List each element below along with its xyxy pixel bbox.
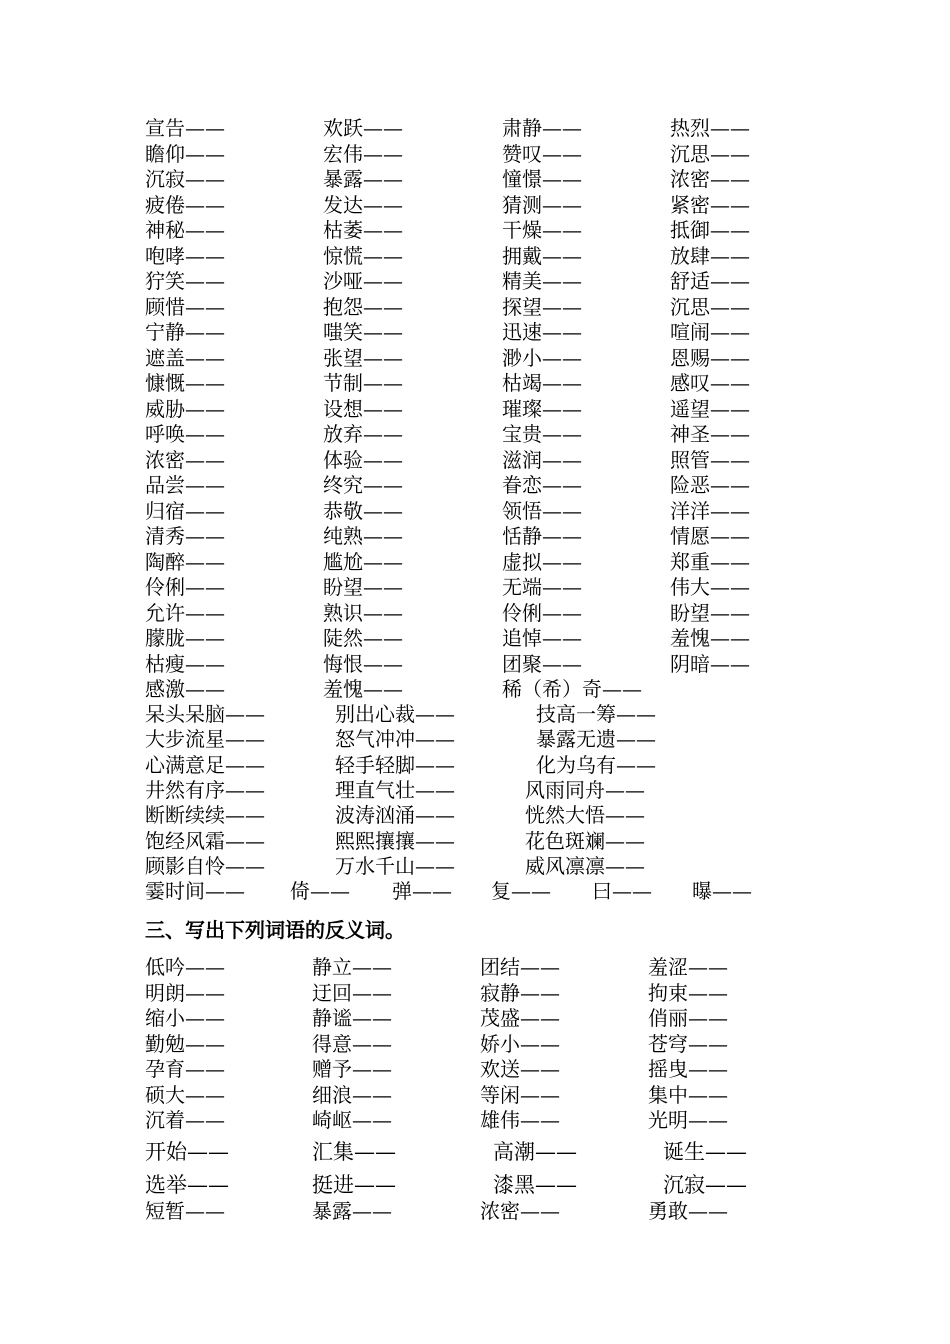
word-item: 郑重—— (670, 549, 750, 574)
word-row (0, 803, 950, 828)
word-item: 阴暗—— (670, 651, 750, 676)
word-item: 漆黑—— (493, 1173, 577, 1197)
word-item: 汇集—— (312, 1140, 396, 1164)
word-item: 枯瘦—— (145, 651, 225, 676)
word-row (0, 677, 950, 702)
word-item: 沉思—— (670, 141, 750, 166)
word-item: 伶俐—— (145, 575, 225, 599)
word-item: 孕育—— (145, 1057, 225, 1081)
word-item: 惊慌—— (323, 243, 403, 268)
word-item: 渺小—— (502, 345, 582, 370)
word-item: 盼望—— (670, 600, 750, 625)
word-item: 熙熙攘攘—— (335, 828, 455, 853)
word-item: 明朗—— (145, 980, 225, 1005)
word-row (0, 601, 950, 626)
word-item: 细浪—— (312, 1082, 392, 1107)
word-item: 迅速—— (502, 320, 582, 344)
word-row (0, 854, 950, 879)
word-row (0, 167, 950, 192)
word-item: 尴尬—— (323, 549, 403, 574)
word-item: 霎时间—— (145, 879, 245, 903)
word-row (0, 955, 950, 980)
word-row (0, 473, 950, 498)
word-item: 勇敢—— (648, 1199, 728, 1223)
word-item: 沉着—— (145, 1108, 225, 1132)
word-item: 瞻仰—— (145, 141, 225, 166)
word-item: 洋洋—— (670, 498, 750, 523)
word-item: 欢跃—— (323, 116, 403, 140)
word-item: 崎岖—— (312, 1108, 392, 1132)
word-item: 情愿—— (670, 524, 750, 548)
word-item: 挺进—— (312, 1173, 396, 1197)
word-item: 慷慨—— (145, 371, 225, 395)
word-item: 张望—— (323, 345, 403, 370)
word-item: 恩赐—— (670, 345, 750, 370)
word-item: 品尝—— (145, 473, 225, 497)
word-item: 理直气壮—— (335, 777, 455, 802)
word-item: 终究—— (323, 473, 403, 497)
word-item: 悔恨—— (323, 651, 403, 676)
word-item: 威胁—— (145, 396, 225, 421)
word-row (0, 499, 950, 524)
single-char-row (0, 879, 950, 904)
word-item: 顾影自怜—— (145, 853, 265, 878)
word-item: 暴露—— (312, 1199, 392, 1223)
word-item: 顾惜—— (145, 294, 225, 319)
word-item: 熟识—— (323, 600, 403, 625)
word-item: 花色斑斓—— (525, 828, 645, 853)
word-item: 弹—— (392, 879, 452, 903)
word-item: 追悼—— (502, 626, 582, 650)
word-item: 体验—— (323, 447, 403, 472)
word-item: 发达—— (323, 192, 403, 217)
word-item: 猜测—— (502, 192, 582, 217)
word-item: 归宿—— (145, 498, 225, 523)
word-row (0, 295, 950, 320)
word-row (0, 1032, 950, 1057)
word-row (0, 778, 950, 803)
word-item: 沙哑—— (323, 269, 403, 293)
word-item: 领悟—— (502, 498, 582, 523)
word-item: 浓密—— (670, 167, 750, 191)
word-item: 枯竭—— (502, 371, 582, 395)
word-item: 抱怨—— (323, 294, 403, 319)
word-item: 缩小—— (145, 1006, 225, 1030)
word-row (0, 346, 950, 371)
word-item: 饱经风霜—— (145, 828, 265, 853)
word-row (0, 193, 950, 218)
word-item: 低吟—— (145, 955, 225, 979)
word-item: 赠予—— (312, 1057, 392, 1081)
word-item: 复—— (491, 879, 551, 903)
word-row (0, 626, 950, 651)
word-item: 神圣—— (670, 422, 750, 446)
word-item: 威风凛凛—— (525, 853, 645, 878)
word-item: 浓密—— (480, 1199, 560, 1223)
word-item: 静谧—— (312, 1006, 392, 1030)
word-item: 宝贵—— (502, 422, 582, 446)
word-item: 万水千山—— (335, 853, 455, 878)
word-item: 心满意足—— (145, 752, 265, 777)
word-item: 曝—— (692, 879, 752, 903)
word-item: 羞愧—— (323, 677, 403, 701)
word-item: 精美—— (502, 269, 582, 293)
section-heading: 三、写出下列词语的反义词。 (145, 918, 405, 942)
word-row (0, 244, 950, 269)
antonym-row (0, 1199, 950, 1224)
word-item: 茂盛—— (480, 1006, 560, 1030)
word-row (0, 422, 950, 447)
word-item: 遮盖—— (145, 345, 225, 370)
word-item: 干燥—— (502, 218, 582, 242)
word-row (0, 829, 950, 854)
word-item: 险恶—— (670, 473, 750, 497)
word-item: 化为乌有—— (536, 752, 656, 777)
word-item: 团聚—— (502, 651, 582, 676)
word-row (0, 1108, 950, 1133)
word-item: 无端—— (502, 575, 582, 599)
word-item: 苍穹—— (648, 1031, 728, 1056)
word-row (0, 702, 950, 727)
word-item: 高潮—— (493, 1140, 577, 1164)
word-item: 纯熟—— (323, 524, 403, 548)
word-item: 勤勉—— (145, 1031, 225, 1056)
word-item: 断断续续—— (145, 803, 265, 828)
word-item: 抵御—— (670, 218, 750, 242)
word-item: 喧闹—— (670, 320, 750, 344)
word-item: 咆哮—— (145, 243, 225, 268)
word-row (0, 218, 950, 243)
word-item: 恬静—— (502, 524, 582, 548)
word-row (0, 116, 950, 141)
word-item: 呼唤—— (145, 422, 225, 446)
word-item: 设想—— (323, 396, 403, 421)
word-item: 枯萎—— (323, 218, 403, 242)
word-item: 放弃—— (323, 422, 403, 446)
word-item: 恭敬—— (323, 498, 403, 523)
word-item: 得意—— (312, 1031, 392, 1056)
word-item: 紧密—— (670, 192, 750, 217)
word-item: 俏丽—— (648, 1006, 728, 1030)
word-item: 感叹—— (670, 371, 750, 395)
word-row (0, 981, 950, 1006)
word-item: 曰—— (592, 879, 652, 903)
word-item: 技高一筹—— (536, 702, 656, 726)
word-item: 选举—— (145, 1173, 229, 1197)
word-item: 呆头呆脑—— (145, 702, 265, 726)
word-item: 硕大—— (145, 1082, 225, 1107)
word-item: 疲倦—— (145, 192, 225, 217)
word-item: 虚拟—— (502, 549, 582, 574)
word-item: 开始—— (145, 1140, 229, 1164)
word-item: 稀（希）奇—— (502, 677, 642, 701)
word-item: 允许—— (145, 600, 225, 625)
word-item: 滋润—— (502, 447, 582, 472)
word-item: 嗤笑—— (323, 320, 403, 344)
word-item: 别出心裁—— (335, 702, 455, 726)
word-item: 欢送—— (480, 1057, 560, 1081)
word-item: 羞愧—— (670, 626, 750, 650)
word-row (0, 371, 950, 396)
word-item: 集中—— (648, 1082, 728, 1107)
word-item: 光明—— (648, 1108, 728, 1132)
word-item: 浓密—— (145, 447, 225, 472)
word-item: 盼望—— (323, 575, 403, 599)
word-item: 伶俐—— (502, 600, 582, 625)
word-item: 陡然—— (323, 626, 403, 650)
word-row (0, 1006, 950, 1031)
word-row (0, 727, 950, 752)
word-row (0, 550, 950, 575)
word-item: 静立—— (312, 955, 392, 979)
word-item: 沉寂—— (663, 1173, 747, 1197)
word-row (0, 269, 950, 294)
word-item: 狞笑—— (145, 269, 225, 293)
word-row (0, 575, 950, 600)
word-item: 轻手轻脚—— (335, 752, 455, 777)
word-item: 陶醉—— (145, 549, 225, 574)
word-item: 怒气冲冲—— (335, 727, 455, 752)
word-item: 诞生—— (663, 1140, 747, 1164)
word-item: 伟大—— (670, 575, 750, 599)
word-item: 遥望—— (670, 396, 750, 421)
word-item: 神秘—— (145, 218, 225, 242)
word-item: 热烈—— (670, 116, 750, 140)
word-item: 沉寂—— (145, 167, 225, 191)
word-item: 羞涩—— (648, 955, 728, 979)
word-item: 波涛汹涌—— (335, 803, 455, 828)
word-item: 宁静—— (145, 320, 225, 344)
word-item: 团结—— (480, 955, 560, 979)
word-item: 拘束—— (648, 980, 728, 1005)
word-item: 拥戴—— (502, 243, 582, 268)
word-item: 摇曳—— (648, 1057, 728, 1081)
word-item: 寂静—— (480, 980, 560, 1005)
word-item: 短暂—— (145, 1199, 225, 1223)
antonym-row-large (0, 1170, 950, 1200)
word-item: 恍然大悟—— (525, 803, 645, 828)
word-row (0, 652, 950, 677)
word-item: 清秀—— (145, 524, 225, 548)
word-item: 宏伟—— (323, 141, 403, 166)
word-item: 等闲—— (480, 1082, 560, 1107)
antonym-row-large (0, 1137, 950, 1167)
word-item: 娇小—— (480, 1031, 560, 1056)
word-item: 沉思—— (670, 294, 750, 319)
word-row (0, 320, 950, 345)
word-item: 赞叹—— (502, 141, 582, 166)
word-item: 憧憬—— (502, 167, 582, 191)
word-item: 眷恋—— (502, 473, 582, 497)
word-item: 节制—— (323, 371, 403, 395)
word-item: 照管—— (670, 447, 750, 472)
word-item: 朦胧—— (145, 626, 225, 650)
word-item: 放肆—— (670, 243, 750, 268)
word-item: 倚—— (290, 879, 350, 903)
word-row (0, 142, 950, 167)
word-item: 大步流星—— (145, 727, 265, 752)
word-item: 暴露—— (323, 167, 403, 191)
word-row (0, 448, 950, 473)
word-item: 感激—— (145, 677, 225, 701)
word-item: 雄伟—— (480, 1108, 560, 1132)
word-row (0, 1083, 950, 1108)
word-row (0, 1057, 950, 1082)
word-item: 暴露无遗—— (536, 727, 656, 752)
word-item: 宣告—— (145, 116, 225, 140)
word-item: 舒适—— (670, 269, 750, 293)
word-item: 风雨同舟—— (525, 777, 645, 802)
word-row (0, 524, 950, 549)
word-item: 迂回—— (312, 980, 392, 1005)
word-item: 肃静—— (502, 116, 582, 140)
word-item: 井然有序—— (145, 777, 265, 802)
word-row (0, 397, 950, 422)
word-item: 探望—— (502, 294, 582, 319)
word-row (0, 753, 950, 778)
word-item: 璀璨—— (502, 396, 582, 421)
